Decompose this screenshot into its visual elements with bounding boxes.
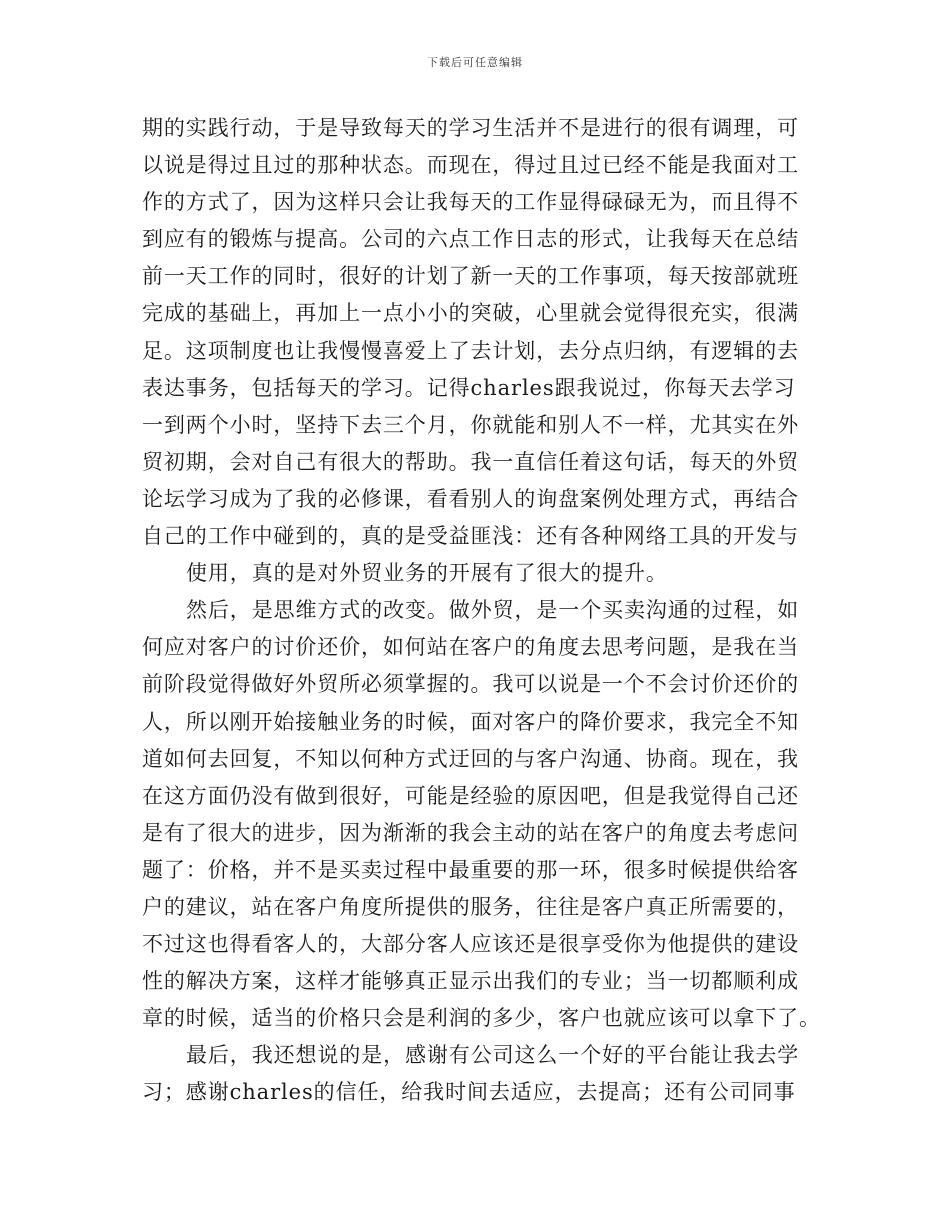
text-line: 期的实践行动，于是导致每天的学习生活并不是进行的很有调理，可 <box>142 116 799 140</box>
text-line: 以说是得过且过的那种状态。而现在，得过且过已经不能是我面对工 <box>142 153 799 178</box>
text-line: 贸初期，会对自己有很大的帮助。我一直信任着这句话，每天的外贸 <box>142 449 799 474</box>
text-line: 章的时候，适当的价格只会是利润的多少，客户也就应该可以拿下了。 <box>142 1006 821 1031</box>
text-line: 前一天工作的同时，很好的计划了新一天的工作事项，每天按部就班 <box>142 264 799 289</box>
text-line: 前阶段觉得做好外贸所必须掌握的。我可以说是一个不会讨价还价的 <box>142 672 799 697</box>
text-line: 性的解决方案，这样才能够真正显示出我们的专业；当一切都顺利成 <box>142 969 799 994</box>
text-line: 足。这项制度也让我慢慢喜爱上了去计划，去分点归纳，有逻辑的去 <box>142 338 799 363</box>
text-line: 到应有的锻炼与提高。公司的六点工作日志的形式，让我每天在总结 <box>142 227 799 252</box>
text-line: 不过这也得看客人的，大部分客人应该还是很享受你为他提供的建设 <box>142 932 799 957</box>
text-line: 何应对客户的讨价还价，如何站在客户的角度去思考问题，是我在当 <box>142 635 799 660</box>
text-line: 在这方面仍没有做到很好，可能是经验的原因吧，但是我觉得自己还 <box>142 783 799 808</box>
text-line: 使用，真的是对外贸业务的开展有了很大的提升。 <box>186 561 668 586</box>
paragraph-start-line: 最后，我还想说的是，感谢有公司这么一个好的平台能让我去学 <box>186 1043 800 1068</box>
text-line: 作的方式了，因为这样只会让我每天的工作显得碌碌无为，而且得不 <box>142 190 799 215</box>
text-line: 是有了很大的进步，因为渐渐的我会主动的站在客户的角度去考虑问 <box>142 820 799 845</box>
page-header: 下载后可任意编辑 <box>427 56 523 69</box>
text-line: 完成的基础上，再加上一点小小的突破，心里就会觉得很充实，很满 <box>142 301 799 326</box>
text-line: 户的建议，站在客户角度所提供的服务，往往是客户真正所需要的， <box>142 894 799 919</box>
text-line: 题了：价格，并不是买卖过程中最重要的那一环，很多时候提供给客 <box>142 857 799 882</box>
text-line: 习；感谢charles的信任，给我时间去适应，去提高；还有公司同事 <box>142 1080 796 1105</box>
text-line: 表达事务，包括每天的学习。记得charles跟我说过，你每天去学习 <box>142 375 796 400</box>
text-line: 人，所以刚开始接触业务的时候，面对客户的降价要求，我完全不知 <box>142 709 799 734</box>
text-line: 一到两个小时，坚持下去三个月，你就能和别人不一样，尤其实在外 <box>142 412 799 437</box>
text-line: 道如何去回复，不知以何种方式迂回的与客户沟通、协商。现在，我 <box>142 746 799 771</box>
text-line: 论坛学习成为了我的必修课，看看别人的询盘案例处理方式，再结合 <box>142 486 799 511</box>
text-line: 自己的工作中碰到的，真的是受益匪浅：还有各种网络工具的开发与 <box>142 524 799 549</box>
body-text <box>142 110 821 1112</box>
paragraph-start-line: 然后，是思维方式的改变。做外贸，是一个买卖沟通的过程，如 <box>186 598 800 623</box>
